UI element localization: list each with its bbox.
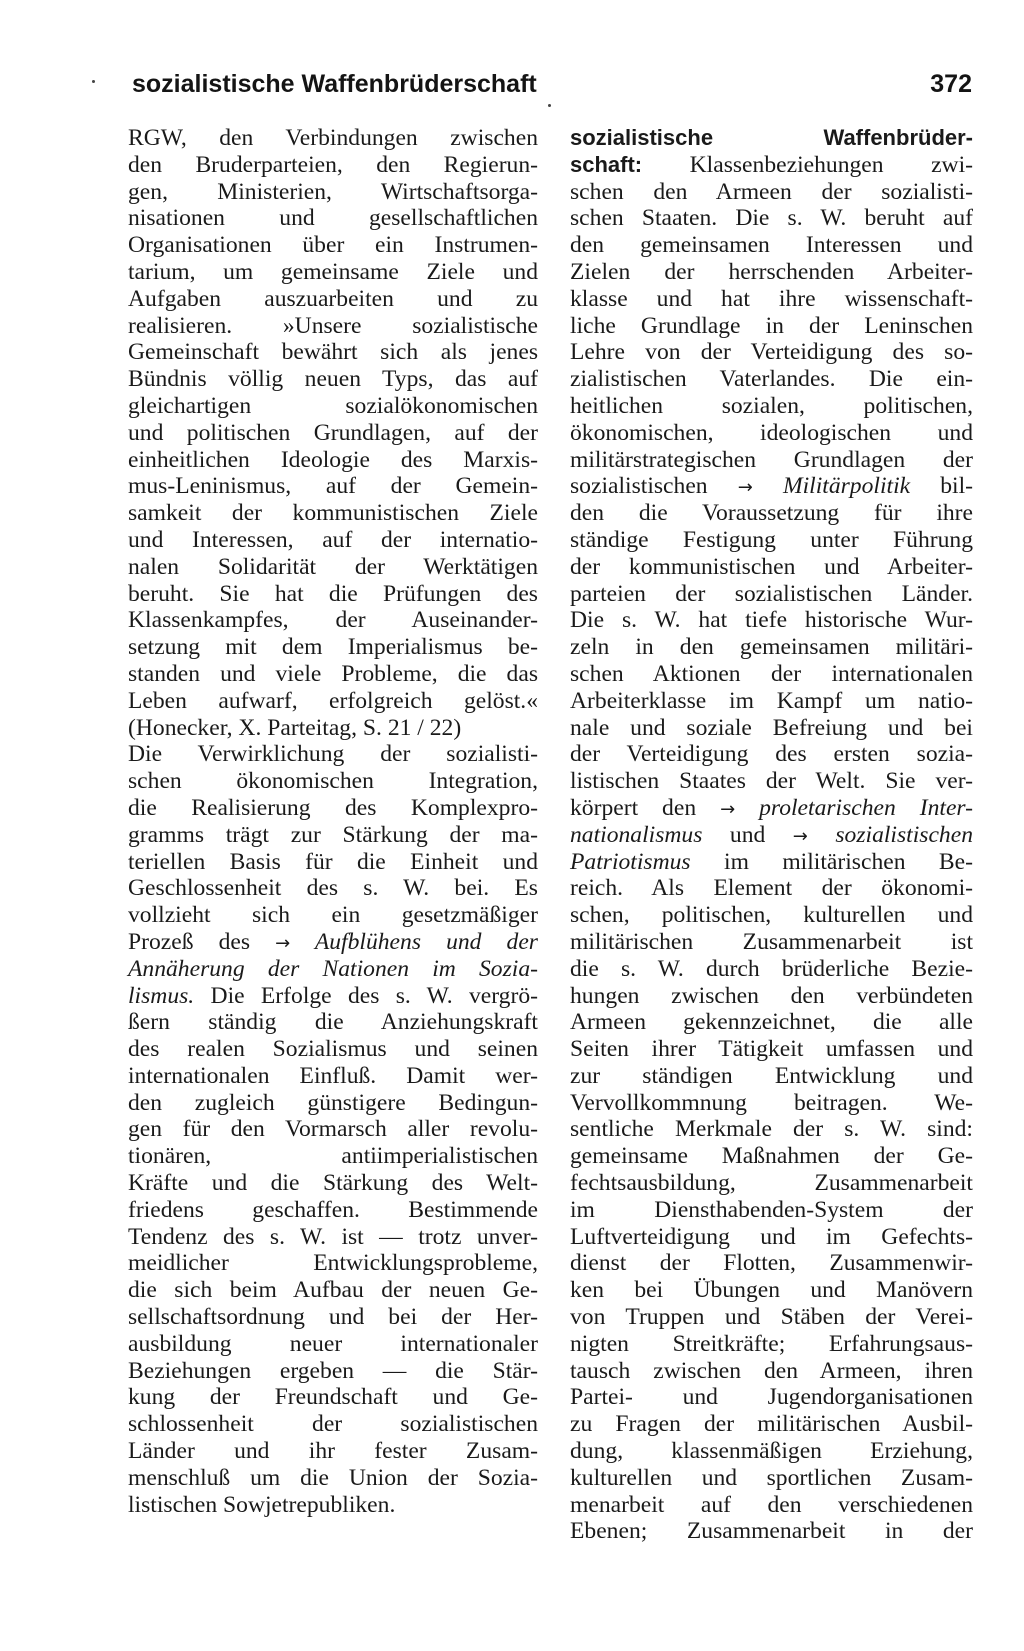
text-line: hungen zwischen den verbündeten [570, 982, 973, 1009]
text-line: ökonomischen, ideologischen und [570, 419, 973, 446]
text-line [570, 822, 973, 849]
text-line [570, 849, 973, 876]
text-line: Aufgaben auszuarbeiten und zu [128, 285, 538, 312]
text-run: körpert den [570, 794, 721, 821]
text-line: Bündnis völlig neuen Typs, das auf [128, 366, 538, 393]
cross-reference: sozialistischen [807, 821, 973, 848]
cross-reference: Militärpolitik [752, 473, 911, 500]
text-line: realisieren. »Unsere sozialistische [128, 312, 538, 339]
text-line: nisationen und gesellschaftlichen [128, 205, 538, 232]
text-line: fechtsausbildung, Zusammenarbeit [570, 1170, 973, 1197]
text-line: meidlicher Entwicklungsprobleme, [128, 1250, 538, 1277]
text-line: Organisationen über ein Instrumen- [128, 232, 538, 259]
text-line: den zugleich günstigere Bedingun- [128, 1089, 538, 1116]
text-line: gleichartigen sozialökonomischen [128, 392, 538, 419]
text-run: sozialistischen [570, 473, 738, 500]
text-line: nigten Streitkräfte; Erfahrungsaus- [570, 1330, 973, 1357]
text-line: schen den Armeen der sozialisti- [570, 178, 973, 205]
text-line: sellschaftsordnung und bei der Her- [128, 1304, 538, 1331]
text-line: und politischen Grundlagen, auf der [128, 419, 538, 446]
cross-reference: Patriotismus [570, 848, 691, 875]
text-line [570, 473, 973, 500]
text-line [570, 152, 973, 179]
text-line [128, 983, 538, 1010]
text-line: nale und soziale Befreiung und bei [570, 714, 973, 741]
text-line: die Realisierung des Komplexpro- [128, 794, 538, 821]
text-run: Prozeß des [128, 928, 276, 955]
arrow-icon: → [792, 825, 808, 847]
text-line [128, 956, 538, 983]
text-line: samkeit der kommunistischen Ziele [128, 500, 538, 527]
text-line: beruht. Sie hat die Prüfungen des [128, 580, 538, 607]
text-line: des realen Sozialismus und seinen [128, 1036, 538, 1063]
text-line: teriellen Basis für die Einheit und [128, 848, 538, 875]
text-line: einheitlichen Ideologie des Marxis- [128, 446, 538, 473]
text-line: Die s. W. hat tiefe historische Wur- [570, 607, 973, 634]
text-line: die sich beim Aufbau der neuen Ge- [128, 1277, 538, 1304]
text-line: Armeen gekennzeichnet, die alle [570, 1009, 973, 1036]
cross-reference: Aufblühens und der [290, 928, 538, 955]
cross-reference: proletarischen Inter- [735, 794, 973, 821]
text-line: Zielen der herrschenden Arbeiter- [570, 258, 973, 285]
left-text-column [128, 125, 538, 1518]
text-line: schen ökonomischen Integration, [128, 768, 538, 795]
text-line: Luftverteidigung und im Gefechts- [570, 1223, 973, 1250]
text-line: (Honecker, X. Parteitag, S. 21 / 22) [128, 714, 462, 741]
text-line: gemeinsame Maßnahmen der Ge- [570, 1143, 973, 1170]
text-line: der Verteidigung des ersten sozia- [570, 741, 973, 768]
text-line: dung, klassenmäßigen Erziehung, [570, 1438, 973, 1465]
entry-headword: sozialistische Waffenbrüder- [570, 125, 973, 150]
text-line: Klassenkampfes, der Auseinander- [128, 607, 538, 634]
text-line: menschluß um die Union der Sozia- [128, 1464, 538, 1491]
text-line: vollzieht sich ein gesetzmäßiger [128, 902, 538, 929]
text-line [570, 125, 973, 152]
text-line: Kräfte und die Stärkung des Welt- [128, 1170, 538, 1197]
text-line: die s. W. durch brüderliche Bezie- [570, 955, 973, 982]
text-line: ausbildung neuer internationaler [128, 1330, 538, 1357]
text-line: RGW, den Verbindungen zwischen [128, 125, 538, 151]
text-line: tionären, antiimperialistischen [128, 1143, 538, 1170]
text-line: zeln in den gemeinsamen militäri- [570, 634, 973, 661]
text-line: Arbeiterklasse im Kampf um natio- [570, 687, 973, 714]
text-line: nalen Solidarität der Werktätigen [128, 553, 538, 580]
text-line: dienst der Flotten, Zusammenwir- [570, 1250, 973, 1277]
text-line: zu Fragen der militärischen Ausbil- [570, 1411, 973, 1438]
text-line: mus-Leninismus, auf der Gemein- [128, 473, 538, 500]
cross-reference: Annäherung der Nationen im Sozia- [128, 955, 538, 982]
text-line: friedens geschaffen. Bestimmende [128, 1196, 538, 1223]
text-line: Vervollkommnung beitragen. We- [570, 1089, 973, 1116]
text-line: setzung mit dem Imperialismus be- [128, 634, 538, 661]
text-line: kulturellen und sportlichen Zusam- [570, 1464, 973, 1491]
text-line: standen und viele Probleme, die das [128, 660, 538, 687]
arrow-icon: → [737, 477, 753, 499]
text-line: tarium, um gemeinsame Ziele und [128, 258, 538, 285]
text-line [570, 795, 973, 822]
text-line: kung der Freundschaft und Ge- [128, 1384, 538, 1411]
text-line: internationalen Einfluß. Damit wer- [128, 1062, 538, 1089]
text-line: parteien der sozialistischen Länder. [570, 580, 973, 607]
text-line [128, 929, 538, 956]
text-line: im Diensthabenden-System der [570, 1196, 973, 1223]
entry-headword: schaft: [570, 151, 643, 177]
text-line: Länder und ihr fester Zusam- [128, 1438, 538, 1465]
text-run: Klassenbeziehungen zwi- [642, 151, 973, 178]
text-line: Seiten ihrer Tätigkeit umfassen und [570, 1036, 973, 1063]
text-line: gen für den Vormarsch aller revolu- [128, 1116, 538, 1143]
text-line: Gemeinschaft bewährt sich als jenes [128, 339, 538, 366]
text-line: schen, politischen, kulturellen und [570, 902, 973, 929]
text-line: schen Staaten. Die s. W. beruht auf [570, 205, 973, 232]
text-line: listischen Staates der Welt. Sie ver- [570, 768, 973, 795]
text-line: sentliche Merkmale der s. W. sind: [570, 1116, 973, 1143]
text-run: im militärischen Be- [690, 848, 973, 875]
text-line: Tendenz des s. W. ist — trotz unver- [128, 1223, 538, 1250]
text-line: Geschlossenheit des s. W. bei. Es [128, 875, 538, 902]
text-line: den Bruderparteien, den Regierun- [128, 151, 538, 178]
page-number: 372 [930, 70, 972, 98]
text-line: heitlichen sozialen, politischen, [570, 392, 973, 419]
text-line: klasse und hat ihre wissenschaft- [570, 285, 973, 312]
text-line: von Truppen und Stäben der Verei- [570, 1304, 973, 1331]
text-line: gen, Ministerien, Wirtschaftsorga- [128, 178, 538, 205]
text-line: Lehre von der Verteidigung des so- [570, 339, 973, 366]
text-line: reich. Als Element der ökonomi- [570, 875, 973, 902]
text-line: ßern ständig die Anziehungskraft [128, 1009, 538, 1036]
text-line: liche Grundlage in der Leninschen [570, 312, 973, 339]
text-line: Beziehungen ergeben — die Stär- [128, 1357, 538, 1384]
text-line: schen Aktionen der internationalen [570, 660, 973, 687]
text-line: zialistischen Vaterlandes. Die ein- [570, 366, 973, 393]
text-line: militärstrategischen Grundlagen der [570, 446, 973, 473]
arrow-icon: → [275, 932, 291, 954]
text-line: schlossenheit der sozialistischen [128, 1411, 538, 1438]
text-line: und Interessen, auf der internatio- [128, 526, 538, 553]
right-text-column [570, 125, 973, 1545]
text-line: menarbeit auf den verschiedenen [570, 1491, 973, 1518]
text-run: Die Erfolge des s. W. vergrö- [194, 982, 538, 1009]
text-line: ständige Festigung unter Führung [570, 526, 973, 553]
text-line: ken bei Übungen und Manövern [570, 1277, 973, 1304]
text-run: und [702, 821, 793, 848]
text-line: zur ständigen Entwicklung und [570, 1062, 973, 1089]
text-line: militärischen Zusammenarbeit ist [570, 928, 973, 955]
running-header [132, 70, 972, 110]
text-line: den gemeinsamen Interessen und [570, 232, 973, 259]
text-run: bil- [910, 473, 974, 500]
text-line: Leben aufwarf, erfolgreich gelöst.« [128, 687, 538, 714]
text-line: der kommunistischen und Arbeiter- [570, 553, 973, 580]
text-line: Partei- und Jugendorganisationen [570, 1384, 973, 1411]
text-line: den die Voraussetzung für ihre [570, 500, 973, 527]
text-line: Die Verwirklichung der sozialisti- [128, 741, 538, 768]
text-line: tausch zwischen den Armeen, ihren [570, 1357, 973, 1384]
print-speck [548, 104, 551, 107]
print-speck [92, 80, 95, 83]
text-line: Ebenen; Zusammenarbeit in der [570, 1518, 973, 1545]
text-line: gramms trägt zur Stärkung der ma- [128, 821, 538, 848]
cross-reference: nationalismus [570, 821, 703, 848]
cross-reference: lismus. [128, 982, 195, 1009]
arrow-icon: → [720, 798, 736, 820]
text-line: listischen Sowjetrepubliken. [128, 1491, 396, 1518]
header-title: sozialistische Waffenbrüderschaft [132, 70, 537, 98]
